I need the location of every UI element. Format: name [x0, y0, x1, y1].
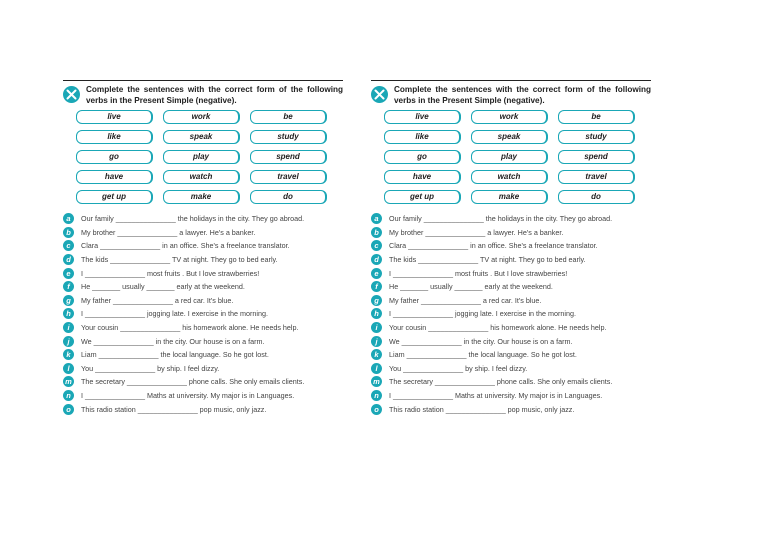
sentence-text: He _______ usually _______ early at the weekend. — [81, 282, 245, 292]
letter-badge: b — [63, 227, 74, 238]
sentence-row — [371, 294, 651, 308]
sentence-text: Clara _______________ in an office. She's a freelance translator. — [389, 241, 598, 251]
sentence-row — [371, 362, 651, 376]
letter-badge: d — [63, 254, 74, 265]
sentence-row — [371, 348, 651, 362]
sentence-text: You _______________ by ship. I feel dizzy. — [389, 363, 528, 373]
sentence-text: Your cousin _______________ his homework alone. He needs help. — [81, 323, 299, 333]
sentence-row — [371, 280, 651, 294]
sentence-text: Our family _______________ the holidays in the city. They go abroad. — [81, 214, 305, 224]
verb-pill: have — [384, 170, 461, 184]
verb-pill: play — [471, 150, 548, 164]
letter-badge: g — [371, 295, 382, 306]
verb-pill: watch — [471, 170, 548, 184]
verb-pill: study — [250, 130, 327, 144]
sentence-row — [63, 334, 343, 348]
letter-badge: a — [371, 213, 382, 224]
letter-badge: f — [63, 281, 74, 292]
letter-badge: c — [371, 240, 382, 251]
sentence-row — [371, 239, 651, 253]
sentence-list — [63, 212, 343, 416]
verb-pill: make — [471, 190, 548, 204]
sentence-row — [371, 334, 651, 348]
sentence-text: My brother _______________ a lawyer. He's a banker. — [389, 227, 564, 237]
verb-pill: like — [384, 130, 461, 144]
sentence-row — [371, 402, 651, 416]
sentence-row — [63, 212, 343, 226]
letter-badge: i — [63, 322, 74, 333]
sentence-row — [371, 253, 651, 267]
verb-pill: live — [76, 110, 153, 124]
verb-pill: get up — [76, 190, 153, 204]
letter-badge: f — [371, 281, 382, 292]
letter-badge: o — [371, 404, 382, 415]
sentence-row — [371, 389, 651, 403]
sentence-text: This radio station _______________ pop music, only jazz. — [81, 404, 267, 414]
letter-badge: m — [371, 376, 382, 387]
sentence-text: Clara _______________ in an office. She's a freelance translator. — [81, 241, 290, 251]
letter-badge: a — [63, 213, 74, 224]
sentence-text: The secretary _______________ phone calls. She only emails clients. — [389, 377, 613, 387]
instruction-text: Complete the sentences with the correct form of the following verbs in the Present Simple (negative). — [86, 85, 343, 105]
letter-badge: n — [63, 390, 74, 401]
verb-pill: travel — [250, 170, 327, 184]
worksheet-left — [63, 80, 343, 416]
verb-pill: like — [76, 130, 153, 144]
sentence-text: The kids _______________ TV at night. They go to bed early. — [81, 255, 278, 265]
sentence-text: I _______________ jogging late. I exercise in the morning. — [389, 309, 577, 319]
worksheet-right — [371, 80, 651, 416]
sentence-text: You _______________ by ship. I feel dizzy. — [81, 363, 220, 373]
pencil-cross-icon — [63, 86, 80, 103]
letter-badge: g — [63, 295, 74, 306]
sentence-row — [63, 362, 343, 376]
sentence-row — [63, 239, 343, 253]
letter-badge: n — [371, 390, 382, 401]
sentence-row — [371, 321, 651, 335]
sentence-text: I _______________ most fruits . But I love strawberries! — [389, 268, 568, 278]
verb-pill: go — [76, 150, 153, 164]
letter-badge: k — [371, 349, 382, 360]
verb-pill: do — [250, 190, 327, 204]
verb-pill: get up — [384, 190, 461, 204]
sentence-row — [63, 348, 343, 362]
letter-badge: k — [63, 349, 74, 360]
letter-badge: j — [63, 336, 74, 347]
verb-pill: spend — [558, 150, 635, 164]
verb-pill: be — [558, 110, 635, 124]
letter-badge: i — [371, 322, 382, 333]
sentence-text: We _______________ in the city. Our house is on a farm. — [389, 336, 573, 346]
verb-bank — [384, 110, 651, 204]
sentence-list — [371, 212, 651, 416]
verb-pill: have — [76, 170, 153, 184]
pencil-cross-icon — [371, 86, 388, 103]
verb-bank — [76, 110, 343, 204]
exercise-header — [371, 80, 651, 106]
sentence-row — [63, 321, 343, 335]
verb-pill: live — [384, 110, 461, 124]
sentence-text: My father _______________ a red car. It's blue. — [81, 295, 234, 305]
letter-badge: d — [371, 254, 382, 265]
verb-pill: study — [558, 130, 635, 144]
letter-badge: h — [63, 308, 74, 319]
verb-pill: be — [250, 110, 327, 124]
verb-pill: do — [558, 190, 635, 204]
sentence-row — [371, 212, 651, 226]
letter-badge: j — [371, 336, 382, 347]
sentence-text: My brother _______________ a lawyer. He's a banker. — [81, 227, 256, 237]
sentence-text: We _______________ in the city. Our house is on a farm. — [81, 336, 265, 346]
sentence-row — [63, 389, 343, 403]
letter-badge: l — [63, 363, 74, 374]
sentence-row — [63, 226, 343, 240]
verb-pill: spend — [250, 150, 327, 164]
verb-pill: speak — [163, 130, 240, 144]
verb-pill: go — [384, 150, 461, 164]
sentence-text: The kids _______________ TV at night. They go to bed early. — [389, 255, 586, 265]
sentence-row — [371, 375, 651, 389]
sentence-text: My father _______________ a red car. It's blue. — [389, 295, 542, 305]
sentence-text: I _______________ Maths at university. My major is in Languages. — [81, 391, 295, 401]
verb-pill: work — [163, 110, 240, 124]
sentence-row — [371, 266, 651, 280]
exercise-header — [63, 80, 343, 106]
letter-badge: l — [371, 363, 382, 374]
sentence-row — [63, 294, 343, 308]
sentence-text: He _______ usually _______ early at the weekend. — [389, 282, 553, 292]
sentence-text: Liam _______________ the local language. So he got lost. — [389, 350, 577, 360]
sentence-row — [371, 226, 651, 240]
sentence-row — [63, 266, 343, 280]
verb-pill: make — [163, 190, 240, 204]
letter-badge: b — [371, 227, 382, 238]
sentence-text: I _______________ Maths at university. My major is in Languages. — [389, 391, 603, 401]
letter-badge: e — [371, 268, 382, 279]
sentence-text: This radio station _______________ pop music, only jazz. — [389, 404, 575, 414]
verb-pill: work — [471, 110, 548, 124]
verb-pill: travel — [558, 170, 635, 184]
verb-pill: speak — [471, 130, 548, 144]
sentence-row — [63, 375, 343, 389]
sentence-row — [371, 307, 651, 321]
sentence-text: I _______________ jogging late. I exercise in the morning. — [81, 309, 269, 319]
sentence-row — [63, 253, 343, 267]
sentence-row — [63, 307, 343, 321]
letter-badge: e — [63, 268, 74, 279]
sentence-text: The secretary _______________ phone calls. She only emails clients. — [81, 377, 305, 387]
verb-pill: play — [163, 150, 240, 164]
sentence-text: Your cousin _______________ his homework alone. He needs help. — [389, 323, 607, 333]
sentence-row — [63, 280, 343, 294]
verb-pill: watch — [163, 170, 240, 184]
letter-badge: o — [63, 404, 74, 415]
sentence-text: Liam _______________ the local language. So he got lost. — [81, 350, 269, 360]
sentence-row — [63, 402, 343, 416]
letter-badge: h — [371, 308, 382, 319]
letter-badge: m — [63, 376, 74, 387]
sentence-text: I _______________ most fruits . But I love strawberries! — [81, 268, 260, 278]
instruction-text: Complete the sentences with the correct form of the following verbs in the Present Simple (negative). — [394, 85, 651, 105]
sentence-text: Our family _______________ the holidays in the city. They go abroad. — [389, 214, 613, 224]
letter-badge: c — [63, 240, 74, 251]
